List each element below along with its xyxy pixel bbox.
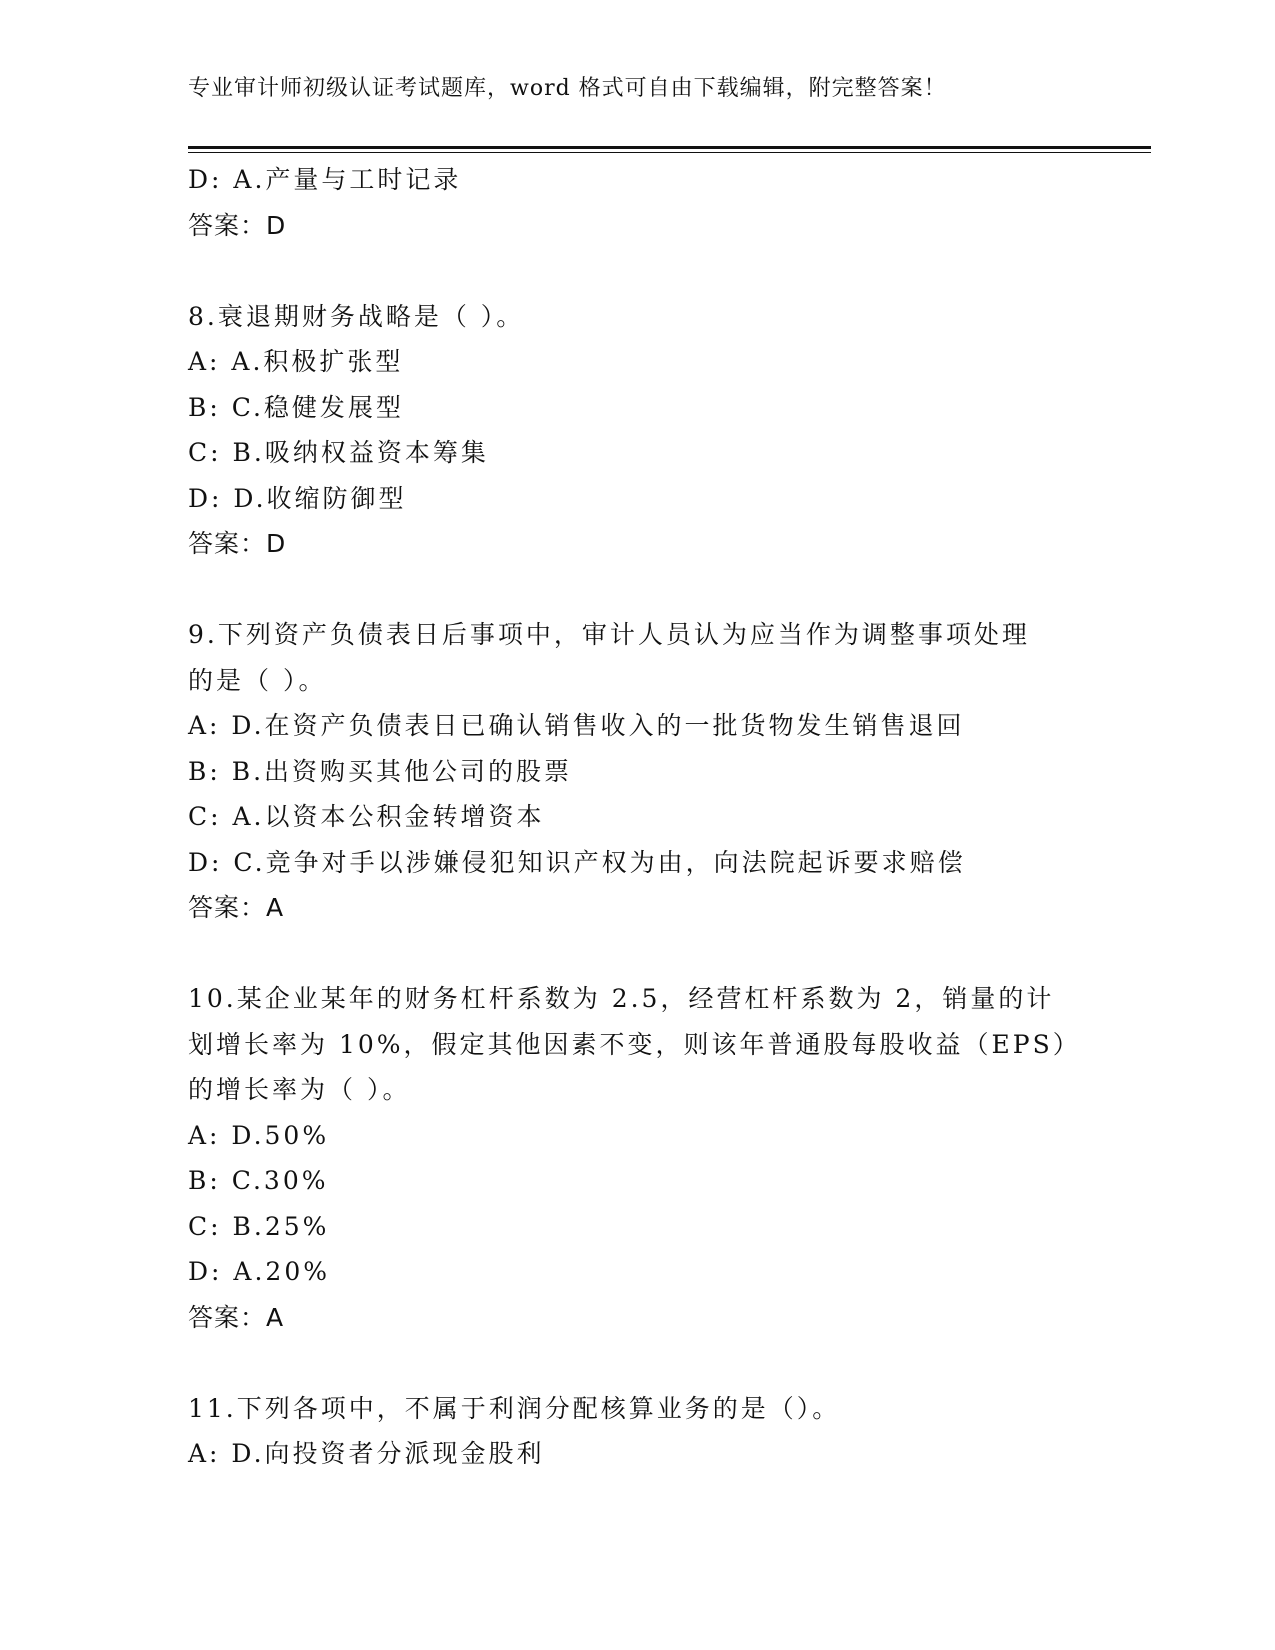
q11-option-a: A: D.向投资者分派现金股利 bbox=[188, 1439, 545, 1468]
q10-option-d: D: A.20% bbox=[188, 1257, 330, 1286]
q9-option-a: A: D.在资产负债表日已确认销售收入的一批货物发生销售退回 bbox=[188, 711, 965, 740]
q8-stem: 8.衰退期财务战略是（ ）。 bbox=[188, 301, 525, 331]
q8-option-d: D: D.收缩防御型 bbox=[188, 483, 407, 513]
q9-answer: 答案：A bbox=[188, 893, 285, 922]
header-rule-thick bbox=[188, 146, 1151, 149]
question-list bbox=[188, 157, 1088, 1477]
q7-answer: 答案：D bbox=[188, 210, 287, 240]
q10-option-a: A: D.50% bbox=[188, 1120, 330, 1150]
q10-stem-line-1: 10.某企业某年的财务杠杆系数为 2.5，经营杠杆系数为 2，销量的计 bbox=[188, 984, 1055, 1013]
header-rule-thin bbox=[188, 152, 1151, 153]
q8-option-a: A: A.积极扩张型 bbox=[188, 347, 404, 376]
q7-option-d: D: A.产量与工时记录 bbox=[188, 165, 462, 194]
spacer bbox=[188, 248, 1088, 294]
spacer bbox=[188, 567, 1088, 613]
q9-option-d: D: C.竞争对手以涉嫌侵犯知识产权为由，向法院起诉要求赔偿 bbox=[188, 847, 966, 877]
q9-stem-line-2: 的是（ ）。 bbox=[188, 665, 327, 695]
q8-option-c: C: B.吸纳权益资本筹集 bbox=[188, 438, 489, 467]
q10-answer: 答案：A bbox=[188, 1302, 285, 1332]
q10-stem-line-3: 的增长率为（ ）。 bbox=[188, 1075, 411, 1104]
q9-option-b: B: B.出资购买其他公司的股票 bbox=[188, 756, 573, 786]
q10-stem-line-2: 划增长率为 10%，假定其他因素不变，则该年普通股每股收益（EPS） bbox=[188, 1029, 1081, 1059]
q11-stem: 11.下列各项中，不属于利润分配核算业务的是（）。 bbox=[188, 1393, 841, 1423]
q9-stem-line-1: 9.下列资产负债表日后事项中，审计人员认为应当作为调整事项处理 bbox=[188, 620, 1030, 649]
q10-option-b: B: C.30% bbox=[188, 1166, 329, 1195]
spacer bbox=[188, 1340, 1088, 1386]
q8-answer: 答案：D bbox=[188, 529, 287, 558]
q10-option-c: C: B.25% bbox=[188, 1211, 330, 1241]
spacer bbox=[188, 931, 1088, 977]
q9-option-c: C: A.以资本公积金转增资本 bbox=[188, 802, 545, 831]
q8-option-b: B: C.稳健发展型 bbox=[188, 392, 404, 422]
page-header: 专业审计师初级认证考试题库，word 格式可自由下载编辑，附完整答案！ bbox=[188, 76, 947, 101]
